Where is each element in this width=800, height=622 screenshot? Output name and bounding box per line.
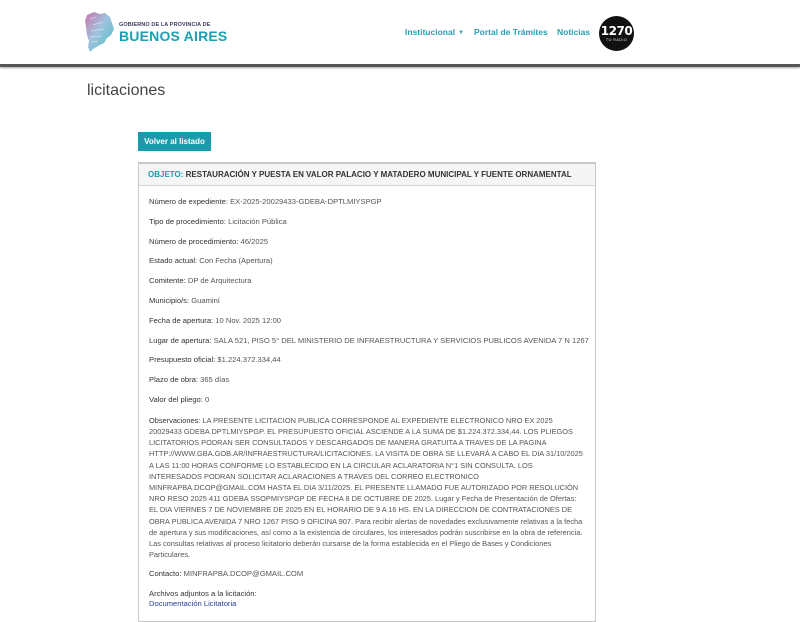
field-value: MINFRAPBA.DCOP@GMAIL.COM <box>183 569 304 579</box>
field-comitente <box>149 276 585 286</box>
field-value: 10 Nov. 2025 12:00 <box>215 315 282 325</box>
field-label: Tipo de procedimiento: <box>149 216 226 226</box>
logo-line-2: BUENOS AIRES <box>119 27 228 44</box>
detail-body <box>139 186 595 609</box>
field-value: Con Fecha (Apertura) <box>199 256 273 266</box>
page-title: licitaciones <box>87 82 166 99</box>
field-valor-pliego <box>149 395 585 405</box>
nav-institucional-label: Institucional <box>405 27 456 37</box>
field-tipo-procedimiento <box>149 217 585 227</box>
nav-institucional[interactable] <box>405 27 464 37</box>
field-estado-actual <box>149 256 585 266</box>
field-label: Fecha de apertura: <box>149 315 214 325</box>
field-label: Plazo de obra: <box>149 375 198 385</box>
nav-portal-label: Portal de Trámites <box>474 27 548 37</box>
field-value: Guaminí <box>191 295 220 305</box>
field-value: 46/2025 <box>240 236 269 246</box>
field-label: Contacto: <box>149 569 182 579</box>
field-label: Comitente: <box>149 276 186 286</box>
field-numero-procedimiento <box>149 237 585 247</box>
objeto-label: OBJETO: <box>148 170 184 179</box>
field-value: 0 <box>205 394 210 404</box>
nav-noticias-label: Noticias <box>557 27 591 37</box>
field-label: Municipio/s: <box>149 295 190 305</box>
field-value: DP de Arquitectura <box>187 276 252 286</box>
field-value: Licitación Pública <box>228 216 287 226</box>
field-plazo-obra <box>149 375 585 385</box>
radio-subtitle: TU RADIO <box>605 36 628 42</box>
documentacion-licitatoria-link[interactable]: Documentación Licitatoria <box>149 599 237 609</box>
logo-line-1: GOBIERNO DE LA PROVINCIA DE <box>119 21 211 28</box>
field-municipios <box>149 296 585 306</box>
site-header <box>0 0 800 67</box>
field-label: Lugar de apertura: <box>149 335 212 345</box>
field-lugar-apertura <box>149 335 589 346</box>
field-fecha-apertura <box>149 316 585 326</box>
field-value: 365 días <box>200 375 230 385</box>
radio-1270-logo[interactable] <box>599 16 634 51</box>
nav-noticias[interactable] <box>557 27 590 37</box>
field-value: LA PRESENTE LICITACION PUBLICA CORRESPONDE AL EXPEDIENTE ELECTRONICO NRO EX 2025 20029433 GDEBA DPTLMIYSPGP. EL PRESUPUESTO OFICIAL ASCIENDE A LA SUMA DE $1.224.372.334,44. LOS PLIEGOS LICITATORIOS PODRAN SER CONSULTADOS Y DESCARGADOS DE MANERA GRATUITA A TRAVES DE LA PAGINA HTTP://WWW.GBA.GOB.AR/INFRAESTRUCTURA/LICITACIONES. LA VISITA DE OBRA SE LLEVARÁ A CABO EL DIA 31/10/2025 A LAS 11:00 HORAS CONFORME LO ESTABLECIDO EN LA CIRCULAR ACLARATORIA N°1 SIN CONSULTA. LOS INTERESADOS PODRAN SOLICITAR ACLARACIONES A TRAVES DEL CORREO ELECTRONICO MINFRAPBA.DCOP@GMAIL.COM HASTA EL DIA 3/11/2025. EL PRESENTE LLAMADO FUE AUTORIZADO POR RESOLUCIÓN NRO RESO 2025 411 GDEBA SSOPMIYSPGP DE FECHA 8 DE OCTUBRE DE 2025. Lugar y Fecha de Presentación de Ofertas: EL DIA VIERNES 7 DE NOVIEMBRE DE 2025 EN EL HORARIO DE 9 A 16 HS. EN LA DIRECCION DE CONTRATACIONES DE OBRA PUBLICA AVENIDA 7 NRO 1267 PISO 9 OFICINA 907. Para recibir alertas de novedades exclusivamente relativas a la fecha de apertura y sus modificaciones, así como a la existencia de circulares, los interesados podrán suscribirse en la obra de referencia. Las consultas relativas al proceso licitatorio deberán cursarse de la forma establecida en el Pliego de Bases y Condiciones Particulares. <box>149 415 583 560</box>
field-value: $1.224.372.334,44 <box>217 355 281 365</box>
field-label: Presupuesto oficial: <box>149 355 216 365</box>
province-map-icon <box>84 11 115 53</box>
field-label: Número de expediente: <box>149 197 228 206</box>
field-observaciones <box>149 415 585 561</box>
objeto-value: RESTAURACIÓN Y PUESTA EN VALOR PALACIO Y MATADERO MUNICIPAL Y FUENTE ORNAMENTAL <box>185 170 572 179</box>
back-to-list-button[interactable]: Volver al listado <box>138 132 211 151</box>
field-value: SALA 521, PISO 5° DEL MINISTERIO DE INFRAESTRUCTURA Y SERVICIOS PUBLICOS AVENIDA 7 N 1267 <box>213 335 589 345</box>
gba-logo[interactable] <box>84 10 228 54</box>
field-label: Número de procedimiento: <box>149 236 239 246</box>
field-presupuesto-oficial <box>149 355 585 365</box>
radio-number: 1270 <box>600 23 633 38</box>
caret-down-icon: ▼ <box>458 30 465 36</box>
field-label: Estado actual: <box>149 256 198 266</box>
field-numero-expediente <box>149 197 585 207</box>
field-label: Observaciones: <box>149 415 201 425</box>
field-value: EX-2025-20029433-GDEBA-DPTLMIYSPGP <box>230 197 382 206</box>
field-label: Valor del pliego: <box>149 394 203 404</box>
licitacion-detail-panel <box>138 162 596 622</box>
attachments-label: Archivos adjuntos a la licitación: <box>149 589 257 599</box>
field-contacto <box>149 569 585 579</box>
objeto-header <box>139 164 595 186</box>
attachments-section <box>149 589 585 609</box>
nav-portal-de-tramites[interactable] <box>474 27 548 37</box>
